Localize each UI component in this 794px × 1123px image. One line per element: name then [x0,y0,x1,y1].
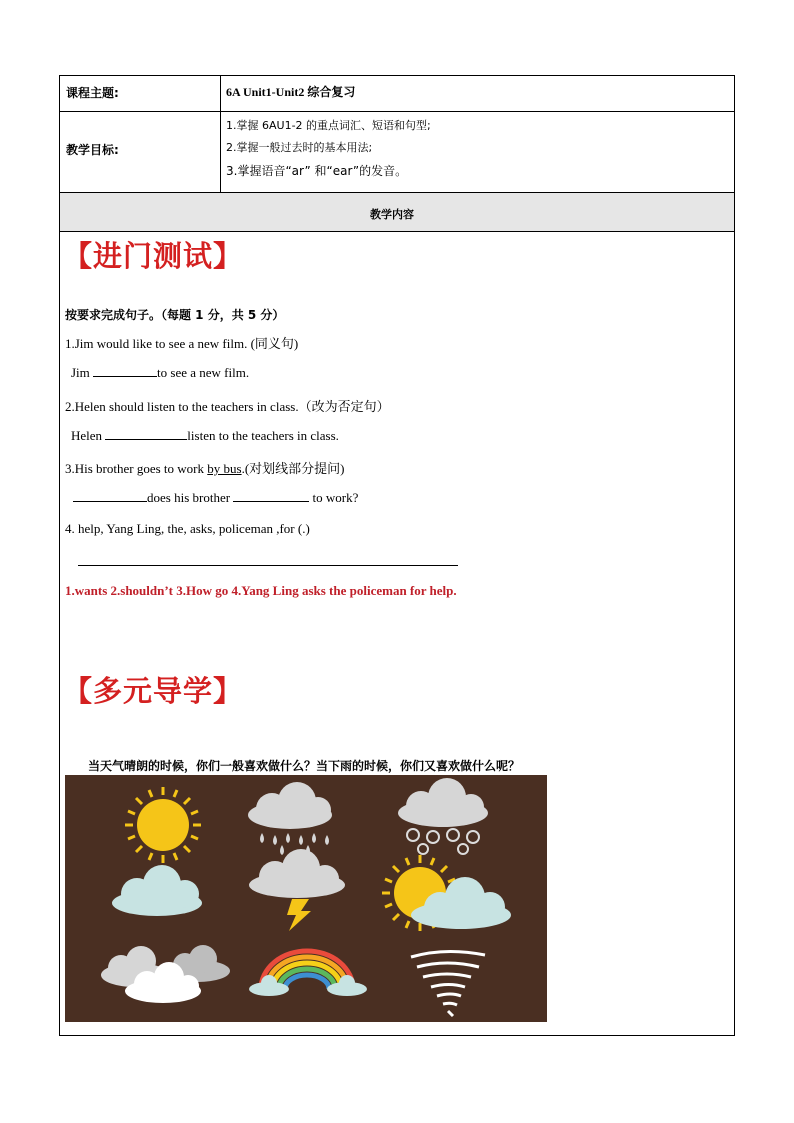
q1-blank[interactable] [93,364,157,377]
question-1-fill [71,364,249,381]
section-heading-guided-learning: 【多元导学】 [63,674,244,708]
q3-underlined: by bus [207,461,242,476]
q3-prefix: 3.His brother goes to work [65,461,208,476]
q1-prefix: Jim [71,365,90,380]
table-column-divider [220,75,221,192]
topic-label: 课程主题: [66,86,119,100]
weather-icons-svg [65,775,547,1022]
instruction: 按要求完成句子。（每题 1 分，共 5 分） [65,308,285,322]
q2-suffix: listen to the teachers in class. [187,428,339,443]
discussion-question: 当天气晴朗的时候，你们一般喜欢做什么？当下雨的时候，你们又喜欢做什么呢？ [88,759,521,773]
tornado-icon [411,951,485,1016]
overcast-clouds-icon [101,945,230,1003]
sun-icon [125,787,201,863]
cloud-icon [112,865,202,916]
weather-illustration [65,775,547,1022]
question-3 [65,458,345,477]
q2-blank[interactable] [105,427,187,440]
sun-behind-cloud-icon [382,855,511,931]
q3-end: to work? [312,490,359,505]
answer-key: 1.wants 2.shouldn’t 3.How go 4.Yang Ling asks the policeman for help. [65,583,457,598]
snow-cloud-icon [398,778,488,854]
question-2: 2.Helen should listen to the teachers in class.（改为否定句） [65,399,390,414]
q3-middle: does his brother [147,490,231,505]
question-2-fill [71,427,339,444]
thunder-cloud-icon [249,849,345,931]
question-4: 4. help, Yang Ling, the, asks, policeman ,for (.) [65,521,310,536]
section-heading-entry-test: 【进门测试】 [63,239,244,273]
q3-blank-2[interactable] [233,489,309,502]
q2-prefix: Helen [71,428,103,443]
q1-suffix: to see a new film. [157,365,250,380]
q3-blank-1[interactable] [73,489,147,502]
table-divider [59,111,735,112]
question-1: 1.Jim would like to see a new film. (同义句) [65,336,299,351]
goal-1: 1.掌握 6AU1-2 的重点词汇、短语和句型; [226,119,431,132]
goal-2: 2.掌握一般过去时的基本用法; [226,141,373,154]
rain-cloud-icon [248,782,332,855]
table-divider [59,231,735,232]
q4-answer-line[interactable] [78,565,458,566]
rainbow-icon [249,951,367,996]
question-3-fill [73,489,358,506]
content-band-label: 教学内容 [370,208,414,221]
topic-value: 6A Unit1-Unit2 综合复习 [226,85,356,99]
q3-suffix: .(对划线部分提问) [241,461,345,476]
goal-3: 3.掌握语音“ar” 和“ear”的发音。 [226,164,408,178]
goal-label: 教学目标: [66,143,119,157]
